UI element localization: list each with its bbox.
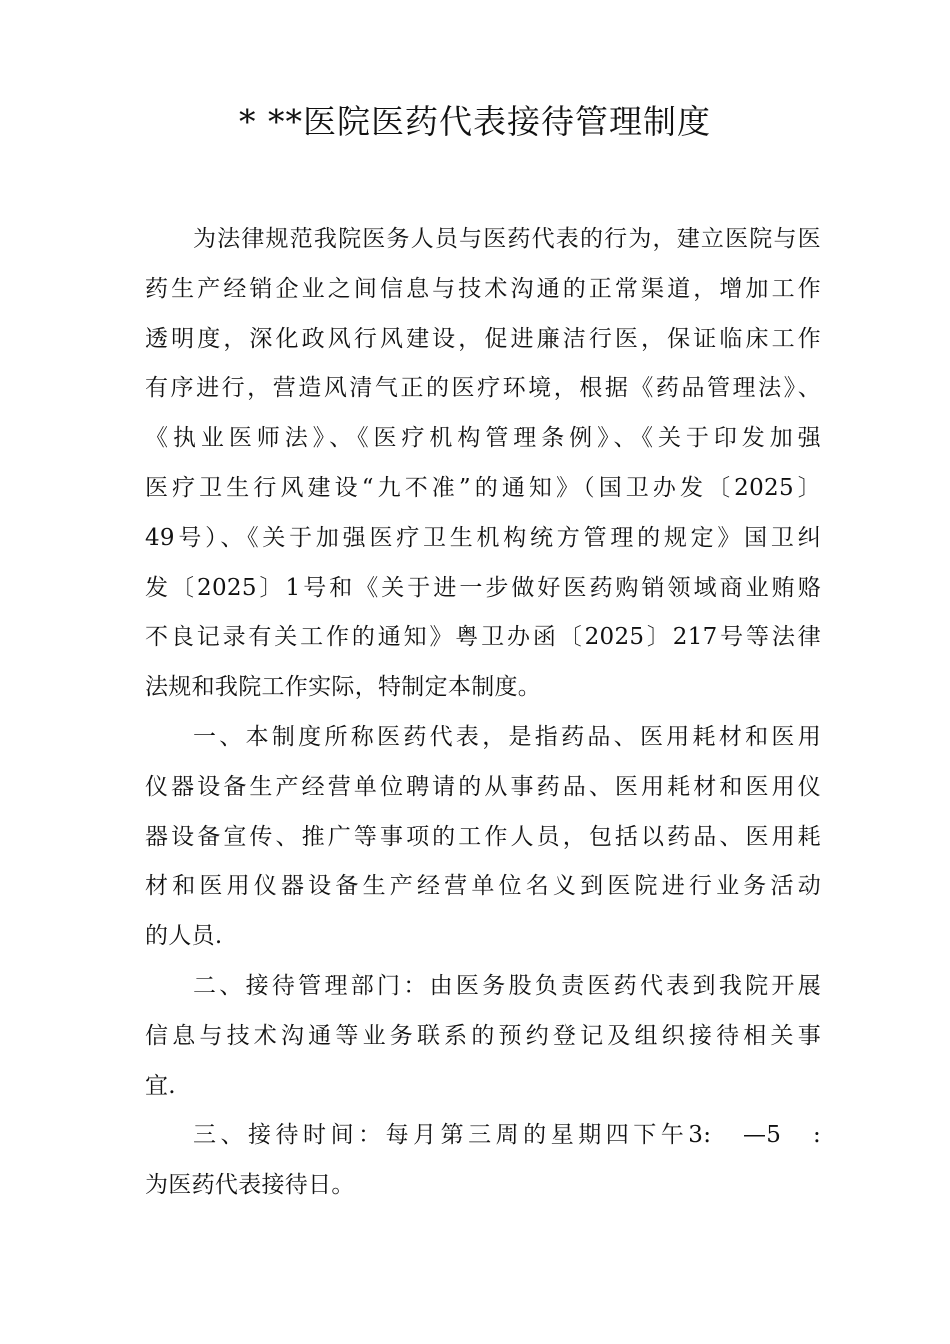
- document-title: * **医院医药代表接待管理制度: [239, 102, 711, 141]
- text-line: 药生产经销企业之间信息与技术沟通的正常渠道，增加工作: [145, 275, 821, 302]
- text-line: 发〔2025〕1号和《关于进一步做好医药购销领域商业贿赂: [145, 574, 821, 601]
- text-line: 的人员.: [145, 923, 223, 950]
- document-body: [145, 215, 821, 1211]
- text-line: 《执业医师法》、《医疗机构管理条例》、《关于印发加强: [145, 425, 821, 452]
- text-line: 为医药代表接待日。: [145, 1172, 355, 1199]
- text-line: 仪器设备生产经营单位聘请的从事药品、医用耗材和医用仪: [145, 773, 821, 800]
- text-line: 不良记录有关工作的通知》粤卫办函〔2025〕217号等法律: [145, 624, 821, 651]
- text-line: 为法律规范我院医务人员与医药代表的行为，建立医院与医: [193, 226, 821, 252]
- paragraph-article-2: [145, 962, 821, 1111]
- text-line: 信息与技术沟通等业务联系的预约登记及组织接待相关事: [145, 1022, 821, 1049]
- text-line: 二、接待管理部门：由医务股负责医药代表到我院开展: [193, 972, 821, 999]
- text-line: 49号）、《关于加强医疗卫生机构统方管理的规定》国卫纠: [145, 524, 821, 551]
- text-line: 透明度，深化政风行风建设，促进廉洁行医，保证临床工作: [145, 325, 821, 352]
- paragraph-article-1: [145, 713, 821, 962]
- paragraph-article-3: [145, 1111, 821, 1211]
- text-line: 医疗卫生行风建设“九不准”的通知》（国卫办发〔2025〕: [145, 474, 821, 501]
- text-line: 材和医用仪器设备生产经营单位名义到医院进行业务活动: [145, 873, 821, 900]
- text-line: 法规和我院工作实际，特制定本制度。: [145, 674, 542, 701]
- text-line: 一、本制度所称医药代表，是指药品、医用耗材和医用: [193, 723, 821, 750]
- text-line: 宜.: [145, 1072, 176, 1099]
- text-line: 三、接待时间：每月第三周的星期四下午3: —5 :: [193, 1122, 821, 1149]
- text-line: 有序进行，营造风清气正的医疗环境，根据《药品管理法》、: [145, 375, 821, 402]
- paragraph-preamble: [145, 215, 821, 713]
- text-line: 器设备宣传、推广等事项的工作人员，包括以药品、医用耗: [145, 823, 821, 850]
